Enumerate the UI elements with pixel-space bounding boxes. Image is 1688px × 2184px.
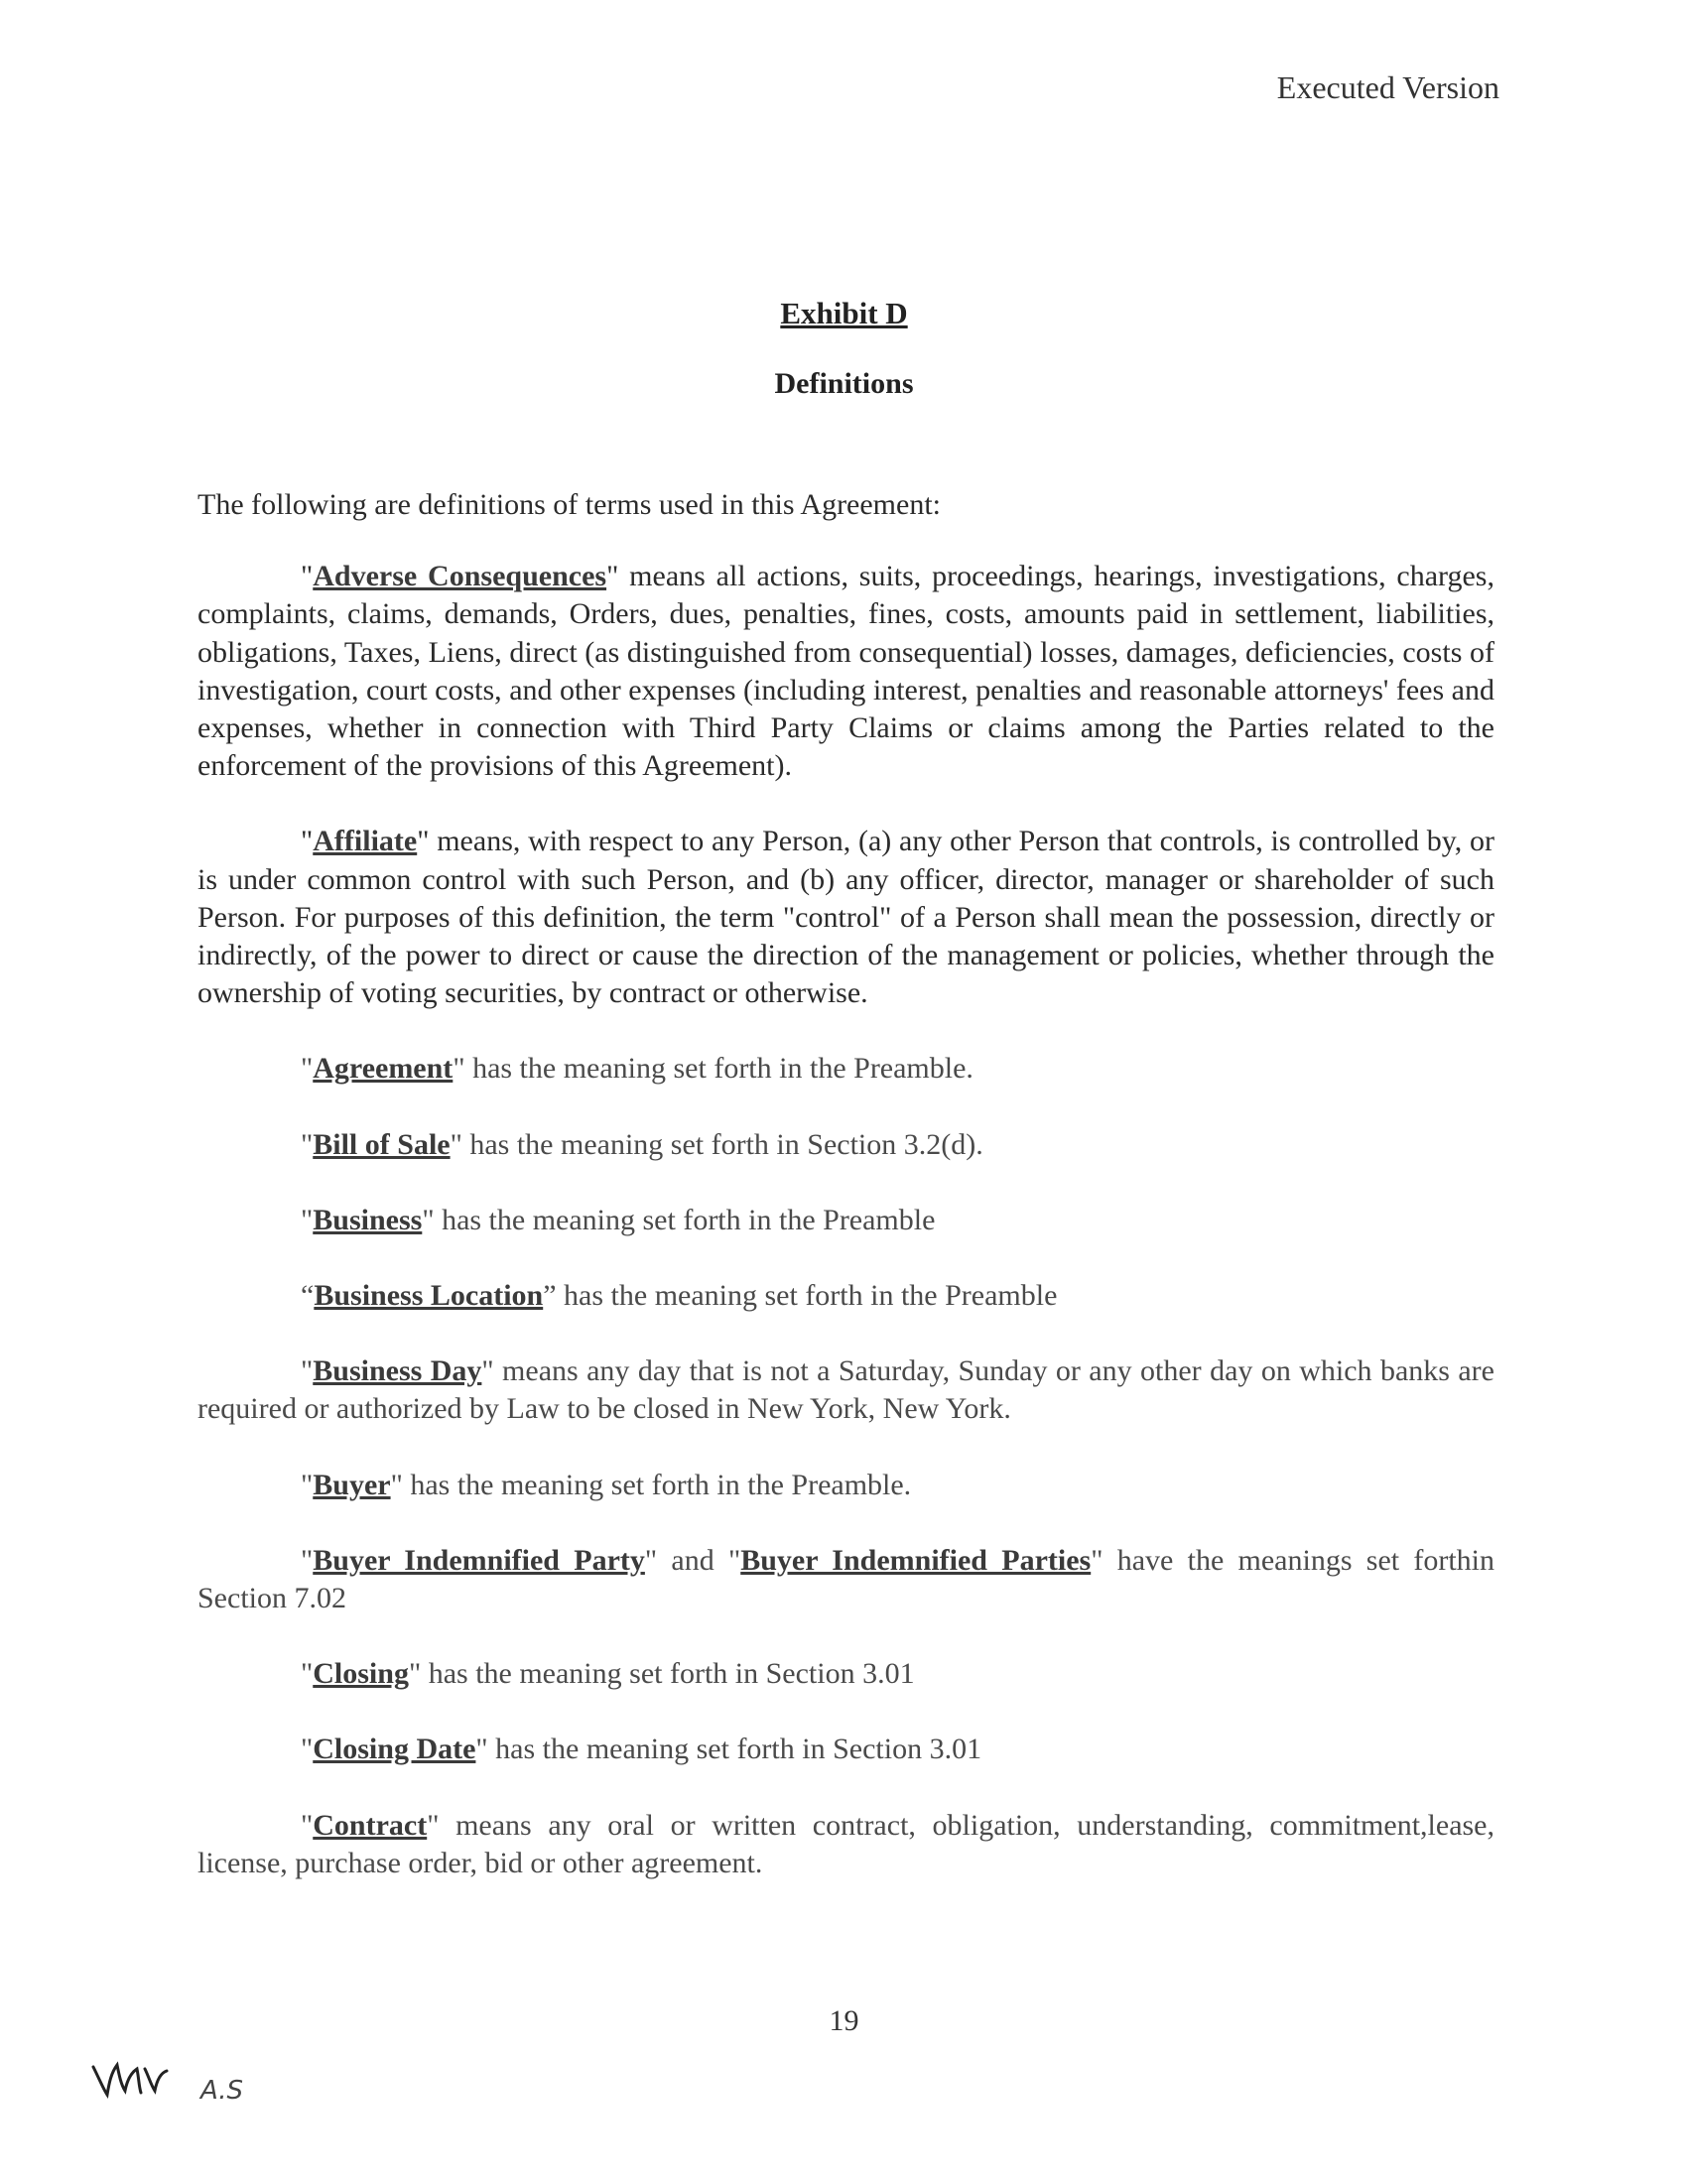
page-number: 19	[829, 2004, 859, 2037]
quote-open: "	[301, 1808, 314, 1842]
definition-closing-date	[197, 1731, 1494, 1768]
definition-buyer	[197, 1467, 1494, 1504]
quote-open: "	[301, 1354, 314, 1388]
defined-term: Business Day	[313, 1354, 482, 1388]
quote-open: "	[301, 825, 314, 858]
definition-text: has the meaning set forth in the Preamble.	[402, 1468, 912, 1501]
defined-term: Agreement	[313, 1052, 454, 1086]
quote-close: "	[475, 1733, 488, 1766]
quote-close: "	[453, 1052, 465, 1086]
defined-term: Buyer Indemnified Party	[313, 1543, 645, 1577]
title-block	[0, 296, 1688, 401]
quote-close: "	[417, 825, 430, 858]
defined-term: Contract	[313, 1808, 428, 1842]
defined-term: Bill of Sale	[313, 1127, 451, 1161]
defined-term: Buyer	[313, 1468, 391, 1501]
quote-close: "	[408, 1657, 422, 1691]
quote-close: "	[606, 560, 619, 593]
definition-text: means any oral or written contract, obligation, understanding, commitment,lease, license, purchase order, bid or other agreement.	[197, 1808, 1494, 1879]
exhibit-subtitle: Definitions	[774, 367, 914, 400]
definition-closing	[197, 1655, 1494, 1693]
quote-open: "	[301, 1733, 314, 1766]
definition-text: and "	[657, 1543, 741, 1577]
quote-open: "	[301, 1127, 314, 1161]
defined-term: Business Location	[314, 1279, 544, 1313]
definition-affiliate	[197, 823, 1494, 1012]
definition-text: means any day that is not a Saturday, Sunday or any other day on which banks are required or authorized by Law to be closed in New York, New York.	[197, 1354, 1494, 1426]
quote-open: "	[301, 1468, 314, 1501]
defined-term: Business	[313, 1203, 423, 1236]
version-note: Executed Version	[1276, 69, 1499, 105]
quote-close: "	[427, 1808, 440, 1842]
quote-close: "	[644, 1543, 658, 1577]
exhibit-title: Exhibit D	[780, 296, 908, 330]
definition-agreement	[197, 1050, 1494, 1088]
definition-text: has the meaning set forth in Section 3.01	[421, 1657, 915, 1691]
defined-term: Affiliate	[313, 825, 418, 858]
quote-open: "	[301, 1052, 314, 1086]
definition-text: " have the meanings set forthin Section 7.02	[197, 1543, 1495, 1615]
definition-text: has the meaning set forth in the Preamble.	[464, 1052, 974, 1086]
definition-bill-of-sale	[197, 1126, 1494, 1164]
definition-contract	[197, 1807, 1494, 1882]
definition-adverse-consequences	[197, 558, 1494, 785]
quote-open: "	[301, 1657, 314, 1691]
defined-term: Adverse Consequences	[313, 560, 607, 593]
definition-business-location	[197, 1277, 1494, 1315]
handwritten-initials	[89, 2039, 268, 2109]
defined-term: Closing Date	[313, 1733, 476, 1766]
quote-open: "	[301, 1543, 314, 1577]
intro-paragraph: The following are definitions of terms used in this Agreement:	[197, 488, 942, 521]
definition-text: has the meaning set forth in the Preamble	[556, 1279, 1058, 1313]
definition-text: has the meaning set forth in Section 3.01	[487, 1733, 982, 1766]
definition-text: means, with respect to any Person, (a) any other Person that controls, is controlled by, or is under common control with such Person, and (b) any officer, director, manager or shareholder of such Person. For purposes of this definition, the term "control" of a Person shall mean the possession, directly or indirectly, of the power to direct or cause the direction of the management or policies, whether through the ownership of voting securities, by contract or otherwise.	[197, 825, 1494, 1010]
initials-text: A.S	[200, 2076, 244, 2106]
defined-term: Closing	[313, 1657, 409, 1691]
definition-text: has the meaning set forth in Section 3.2(d).	[461, 1127, 983, 1161]
defined-term: Buyer Indemnified Parties	[740, 1543, 1092, 1577]
quote-open: "	[301, 560, 314, 593]
quote-close: ”	[543, 1279, 557, 1313]
definitions-body	[197, 486, 1494, 1920]
definition-business	[197, 1202, 1494, 1239]
quote-close: "	[450, 1127, 462, 1161]
quote-open: "	[301, 1203, 314, 1236]
quote-open: “	[301, 1279, 315, 1313]
definition-buyer-indemnified-party	[197, 1542, 1494, 1617]
definition-text: has the meaning set forth in the Preamble	[434, 1203, 936, 1236]
quote-close: "	[422, 1203, 435, 1236]
quote-close: "	[481, 1354, 494, 1388]
definition-text: means all actions, suits, proceedings, hearings, investigations, charges, complaints, claims, demands, Orders, dues, penalties, fines, costs, amounts paid in settlement, liabilities, obligations, Taxes, Liens, direct (as distinguished from consequential) losses, damages, deficiencies, costs of investigation, court costs, and other expenses (including interest, penalties and reasonable attorneys' fees and expenses, whether in connection with Third Party Claims or claims among the Parties related to the enforcement of the provisions of this Agreement).	[197, 560, 1494, 783]
definition-business-day	[197, 1352, 1494, 1428]
quote-close: "	[390, 1468, 403, 1501]
